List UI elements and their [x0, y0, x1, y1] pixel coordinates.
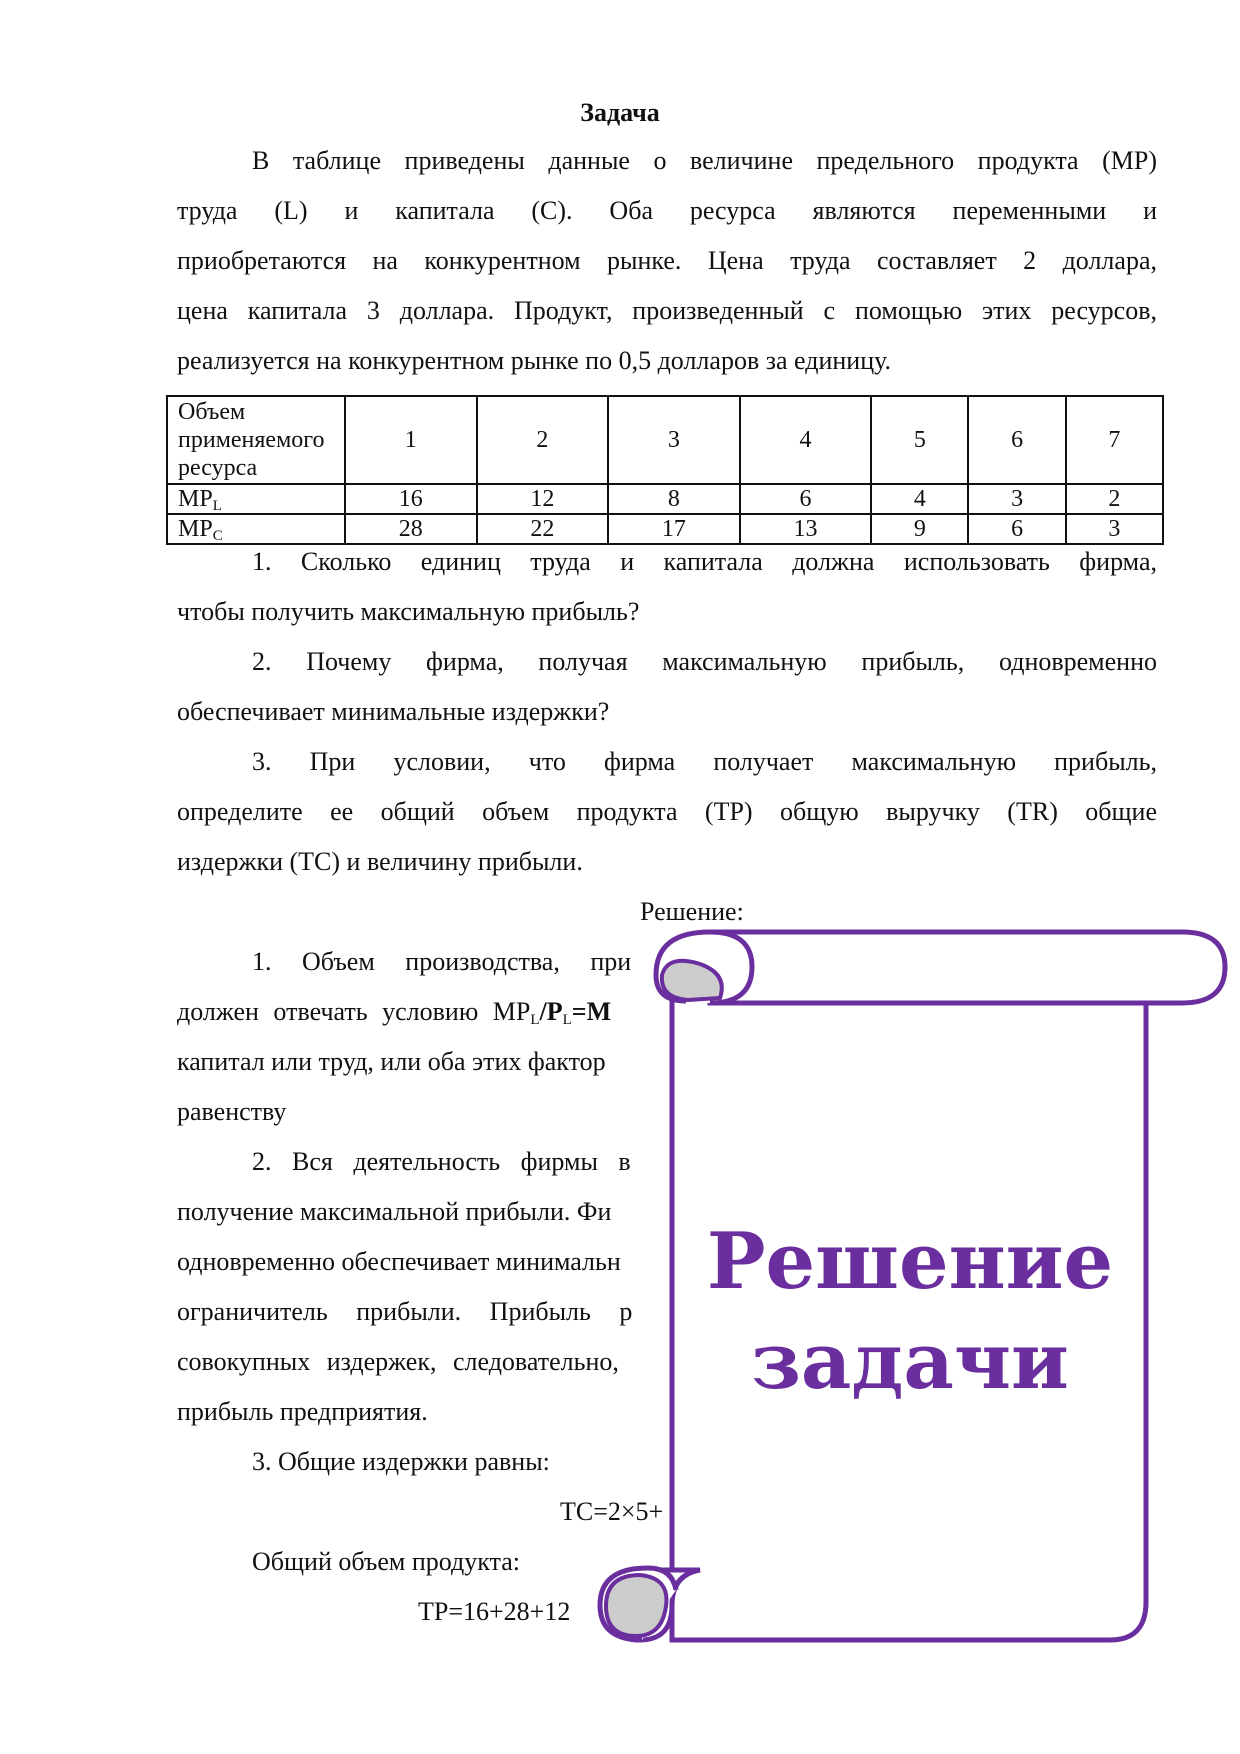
header-label-line: ресурса — [178, 455, 258, 481]
table-cell: 28 — [345, 514, 477, 544]
question-3: 3. При условии, что фирма получает максимальную прибыль, — [252, 747, 1157, 776]
column-header: 7 — [1066, 396, 1163, 484]
table-cell: 9 — [871, 514, 968, 544]
solution-3-line: Общий объем продукта: — [252, 1547, 520, 1576]
column-header: 5 — [871, 396, 968, 484]
question-1-cont: чтобы получить максимальную прибыль? — [177, 597, 640, 626]
overlay-title-line-1: Решение — [706, 1216, 1114, 1307]
table-cell: 3 — [968, 484, 1065, 514]
solution-2-line: совокупных издержек, следовательно, — [177, 1347, 619, 1376]
column-header: 3 — [608, 396, 740, 484]
total-cost-formula: ТС=2×5+ — [560, 1497, 664, 1526]
problem-title: Задача — [580, 98, 660, 127]
solution-2-line: прибыль предприятия. — [177, 1397, 428, 1426]
question-3-cont: издержки (ТС) и величину прибыли. — [177, 847, 583, 876]
overlay-title-line-2: задачи — [751, 1316, 1069, 1407]
table-cell: 13 — [740, 514, 872, 544]
header-label-line: применяемого — [178, 427, 325, 453]
column-header: 4 — [740, 396, 872, 484]
table-cell: 22 — [477, 514, 609, 544]
table-cell: 6 — [968, 514, 1065, 544]
total-product-formula: TP=16+28+12 — [418, 1597, 571, 1626]
table-cell: 3 — [1066, 514, 1163, 544]
question-3-cont: определите ее общий объем продукта (ТР) общую выручку (TR) общие — [177, 797, 1157, 826]
row-label-mpl: $MP_L$ — [167, 484, 345, 514]
solution-2-line: ограничитель прибыли. Прибыль р — [177, 1297, 633, 1326]
scroll-top-roll — [710, 932, 1225, 1003]
solution-2-line: получение максимальной прибыли. Фи — [177, 1197, 612, 1226]
solution-2-line: одновременно обеспечивает минимальн — [177, 1247, 621, 1276]
question-2-cont: обеспечивает минимальные издержки? — [177, 697, 610, 726]
table-cell: 16 — [345, 484, 477, 514]
solution-1-line: равенству — [177, 1097, 287, 1126]
intro-line: цена капитала 3 доллара. Продукт, произведенный с помощью этих ресурсов, — [177, 296, 1157, 325]
intro-line: реализуется на конкурентном рынке по 0,5 долларов за единицу. — [177, 346, 892, 375]
question-2: 2. Почему фирма, получая максимальную прибыль, одновременно — [252, 647, 1157, 676]
solution-2-line: 2. Вся деятельность фирмы в — [252, 1147, 631, 1176]
column-header: 1 — [345, 396, 477, 484]
row-label-mpc: $MP_C$ — [167, 514, 345, 544]
table-cell: 2 — [1066, 484, 1163, 514]
column-header: 2 — [477, 396, 609, 484]
table-cell: 17 — [608, 514, 740, 544]
solution-heading: Решение: — [640, 897, 744, 926]
intro-line: В таблице приведены данные о величине предельного продукта (МР) — [252, 146, 1157, 175]
header-label-line: Объем — [178, 399, 246, 425]
solution-1-line: 1. Объем производства, при — [252, 947, 632, 976]
table-cell: 8 — [608, 484, 740, 514]
table-cell: 6 — [740, 484, 872, 514]
column-header: 6 — [968, 396, 1065, 484]
question-1: 1. Сколько единиц труда и капитала должна использовать фирма, — [252, 547, 1157, 576]
intro-line: приобретаются на конкурентном рынке. Цена труда составляет 2 доллара, — [177, 246, 1157, 275]
intro-line: труда (L) и капитала (С). Оба ресурса являются переменными и — [177, 196, 1157, 225]
solution-1-formula-line: должен отвечать условию $MP_L/P_L=M$ — [177, 997, 612, 1028]
table-cell: 12 — [477, 484, 609, 514]
solution-3-line: 3. Общие издержки равны: — [252, 1447, 550, 1476]
scroll-bottom-curl — [606, 1575, 666, 1636]
table-cell: 4 — [871, 484, 968, 514]
solution-1-line: капитал или труд, или оба этих фактор — [177, 1047, 606, 1076]
